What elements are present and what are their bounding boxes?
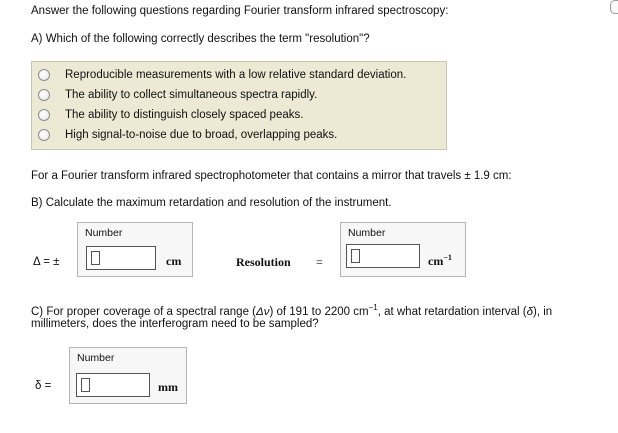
resolution-number-box — [340, 222, 466, 277]
text-cursor — [81, 378, 90, 392]
choice-label: High signal-to-noise due to broad, overlapping peaks. — [65, 129, 338, 141]
resolution-label: Resolution — [236, 255, 291, 269]
question-a: A) Which of the following correctly describes the term "resolution"? — [31, 33, 370, 45]
retardation-input[interactable] — [86, 246, 156, 270]
resolution-input[interactable] — [346, 244, 420, 268]
choice-4[interactable] — [38, 126, 338, 144]
interval-symbol: δ = — [35, 380, 52, 392]
number-label: Number — [348, 227, 386, 239]
interval-number-box — [69, 347, 187, 404]
radio-button[interactable] — [38, 129, 50, 141]
corner-tab[interactable] — [610, 0, 618, 14]
retardation-symbol: Δ = ± — [33, 256, 60, 268]
choice-3[interactable] — [38, 106, 304, 124]
question-b: B) Calculate the maximum retardation and resolution of the instrument. — [31, 197, 392, 209]
retardation-number-box — [77, 222, 193, 277]
choice-label: The ability to collect simultaneous spectra rapidly. — [65, 89, 318, 101]
given-statement: For a Fourier transform infrared spectrophotometer that contains a mirror that travels ± 1.9 cm: — [31, 170, 512, 182]
number-label: Number — [85, 227, 123, 239]
radio-button[interactable] — [38, 69, 50, 81]
number-label: Number — [77, 352, 115, 364]
question-c: C) For proper coverage of a spectral range (Δν) of 191 to 2200 $cm^{-1}$, at what retardation interval (δ), in millimeters, does the interferogram need to be sampled? — [31, 303, 553, 330]
resolution-unit: $cm^{-1}$ — [428, 253, 452, 268]
choice-1[interactable] — [38, 66, 407, 84]
choice-label: The ability to distinguish closely spaced peaks. — [65, 109, 304, 121]
interval-input[interactable] — [76, 373, 150, 397]
text-cursor — [91, 251, 100, 265]
intro-text: Answer the following questions regarding Fourier transform infrared spectroscopy: — [31, 5, 449, 17]
resolution-equals: = — [316, 255, 323, 269]
text-cursor — [351, 249, 360, 263]
radio-button[interactable] — [38, 89, 50, 101]
radio-button[interactable] — [38, 109, 50, 121]
retardation-unit: cm — [166, 254, 182, 268]
interval-unit: mm — [158, 380, 178, 394]
choice-2[interactable] — [38, 86, 318, 104]
choice-label: Reproducible measurements with a low relative standard deviation. — [65, 69, 407, 81]
choices-panel — [31, 61, 447, 150]
